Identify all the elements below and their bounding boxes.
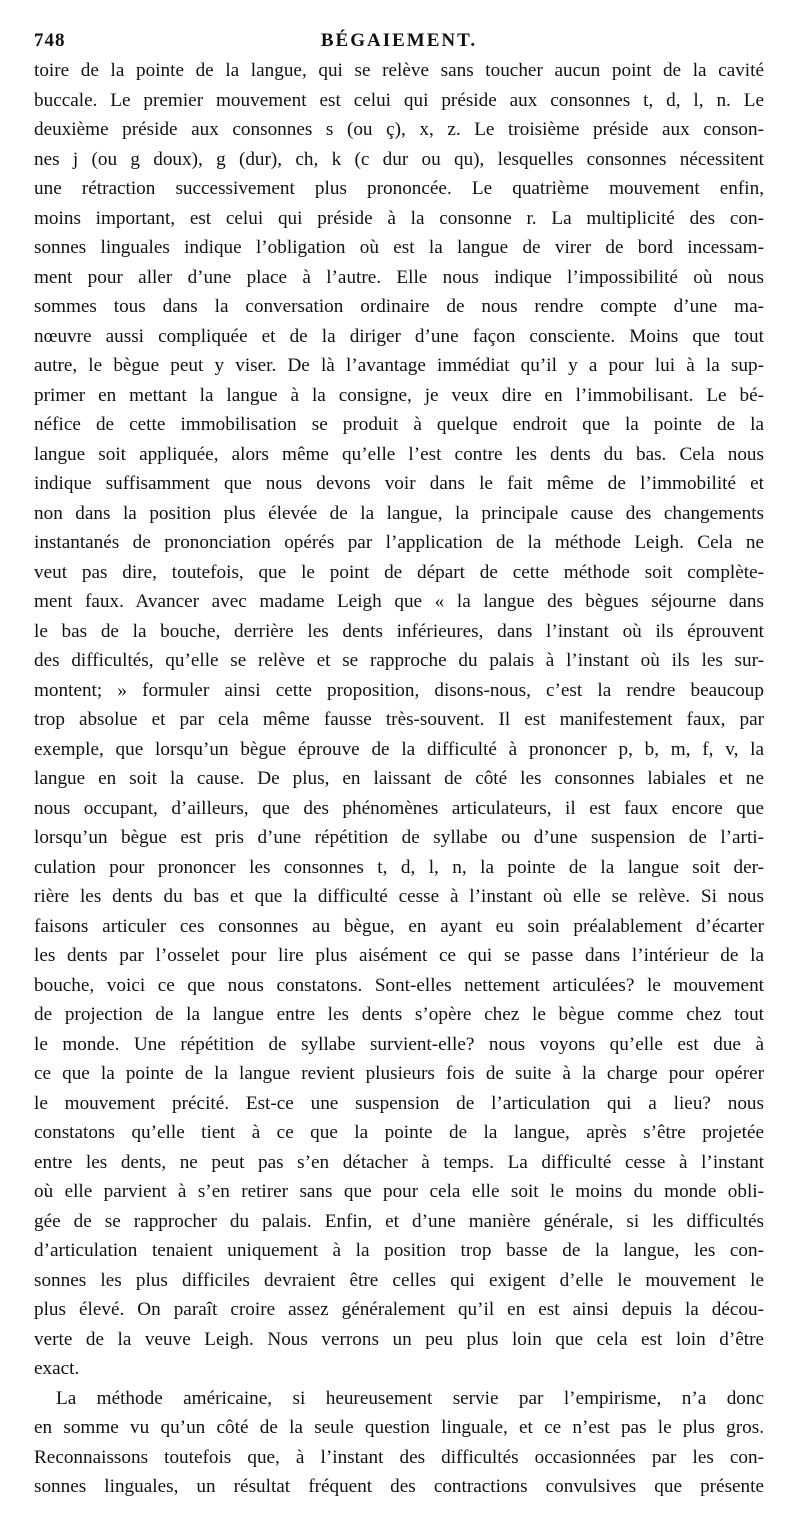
text-line: des difficultés, qu’elle se relève et se rapproche du palais à l’instant où ils les sur- (34, 650, 764, 671)
text-line: constatons qu’elle tient à ce que la pointe de la langue, après s’être projetée (34, 1122, 764, 1143)
text-line: exemple, que lorsqu’un bègue éprouve de la difficulté à prononcer p, b, m, f, v, la (34, 738, 764, 760)
text-line: langue soit appliquée, alors même qu’elle l’est contre les dents du bas. Cela nous (34, 443, 764, 465)
body-text (34, 56, 764, 1502)
text-line: ment pour aller d’une place à l’autre. Elle nous indique l’impossibilité où nous (34, 266, 764, 288)
text-line: de projection de la langue entre les dents s’opère chez le bègue comme chez tout (34, 1004, 764, 1025)
text-line: le monde. Une répétition de syllabe survient-elle? nous voyons qu’elle est due à (34, 1033, 764, 1055)
text-line: le mouvement précité. Est-ce une suspension de l’articulation qui a lieu? nous (34, 1092, 764, 1114)
text-line: trop absolue et par cela même fausse très-souvent. Il est manifestement faux, par (34, 709, 764, 730)
text-line: La méthode américaine, si heureusement servie par l’empirisme, n’a donc (56, 1387, 764, 1409)
text-line: langue en soit la cause. De plus, en laissant de côté les consonnes labiales et ne (34, 768, 764, 789)
text-line: une rétraction successivement plus prononcée. Le quatrième mouvement enfin, (34, 178, 764, 199)
text-line: autre, le bègue peut y viser. De là l’avantage immédiat qu’il y a pour lui à la sup- (34, 355, 764, 376)
text-line: où elle parvient à s’en retirer sans que pour cela elle soit le moins du monde obli- (34, 1181, 764, 1202)
page-title: BÉGAIEMENT. (320, 30, 478, 51)
text-line: faisons articuler ces consonnes au bègue, en ayant eu soin préalablement d’écarter (34, 915, 764, 937)
text-line: gée de se rapprocher du palais. Enfin, et d’une manière générale, si les difficultés (34, 1210, 764, 1232)
text-line: rière les dents du bas et que la difficulté cesse à l’instant où elle se relève. Si nous (34, 886, 764, 907)
text-line: nes j (ou g doux), g (dur), ch, k (c dur ou qu), lesquelles consonnes nécessitent (34, 148, 764, 170)
text-line: sonnes linguales indique l’obligation où est la langue de virer de bord incessam- (34, 237, 764, 258)
text-line: nœuvre aussi compliquée et de la diriger d’une façon consciente. Moins que tout (34, 325, 764, 347)
text-line: indique suffisamment que nous devons voir dans le fait même de l’immobilité et (34, 473, 764, 494)
text-line: deuxième préside aux consonnes s (ou ç), x, z. Le troisième préside aux conson- (34, 119, 764, 140)
text-line: instantanés de prononciation opérés par l’application de la méthode Leigh. Cela ne (34, 532, 764, 553)
text-line: verte de la veuve Leigh. Nous verrons un peu plus loin que cela est loin d’être (34, 1328, 764, 1350)
text-line: néfice de cette immobilisation se produit à quelque endroit que la pointe de la (34, 414, 764, 435)
text-line: sonnes les plus difficiles devraient être celles qui exigent d’elle le mouvement le (34, 1269, 764, 1291)
text-line: non dans la position plus élevée de la langue, la principale cause des changements (34, 502, 764, 524)
text-line: entre les dents, ne peut pas s’en détacher à temps. La difficulté cesse à l’instant (34, 1151, 764, 1173)
text-line: culation pour prononcer les consonnes t, d, l, n, la pointe de la langue soit der- (34, 856, 764, 878)
text-line: en somme vu qu’un côté de la seule question linguale, et ce n’est pas le plus gros. (34, 1417, 764, 1438)
book-page (34, 22, 764, 1502)
text-line: veut pas dire, toutefois, que le point de départ de cette méthode soit complète- (34, 561, 764, 583)
page-number: 748 (34, 30, 66, 51)
text-line: ment faux. Avancer avec madame Leigh que « la langue des bègues séjourne dans (34, 591, 764, 612)
text-line: d’articulation tenaient uniquement à la position trop basse de la langue, les con- (34, 1240, 764, 1261)
text-line: le bas de la bouche, derrière les dents inférieures, dans l’instant où ils éprouvent (34, 620, 764, 642)
text-line: lorsqu’un bègue est pris d’une répétition de syllabe ou d’une suspension de l’arti- (34, 827, 764, 848)
text-line: primer en mettant la langue à la consigne, je veux dire en l’immobilisant. Le bé- (34, 384, 764, 406)
text-line: montent; » formuler ainsi cette proposition, disons-nous, c’est la rendre beaucoup (34, 679, 764, 701)
text-line: bouche, voici ce que nous constatons. Sont-elles nettement articulées? le mouvement (34, 974, 764, 996)
text-line: sommes tous dans la conversation ordinaire de nous rendre compte d’une ma- (34, 296, 764, 317)
text-line: Reconnaissons toutefois que, à l’instant des difficultés occasionnées par les con- (34, 1446, 764, 1468)
text-line: plus élevé. On paraît croire assez généralement qu’il en est ainsi depuis la décou- (34, 1299, 764, 1320)
text-line: ce que la pointe de la langue revient plusieurs fois de suite à la charge pour opérer (34, 1063, 764, 1084)
text-line: sonnes linguales, un résultat fréquent des contractions convulsives que présente (34, 1476, 764, 1497)
text-line: nous occupant, d’ailleurs, que des phénomènes articulateurs, il est faux encore que (34, 797, 764, 819)
text-line: buccale. Le premier mouvement est celui qui préside aux consonnes t, d, l, n. Le (34, 89, 764, 111)
text-line: moins important, est celui qui préside à la consonne r. La multiplicité des con- (34, 207, 764, 229)
text-line: les dents par l’osselet pour lire plus aisément ce qui se passe dans l’intérieur de la (34, 945, 764, 966)
running-head (34, 22, 764, 56)
text-line: toire de la pointe de la langue, qui se relève sans toucher aucun point de la cavité (34, 60, 764, 81)
text-line: exact. (34, 1358, 80, 1379)
